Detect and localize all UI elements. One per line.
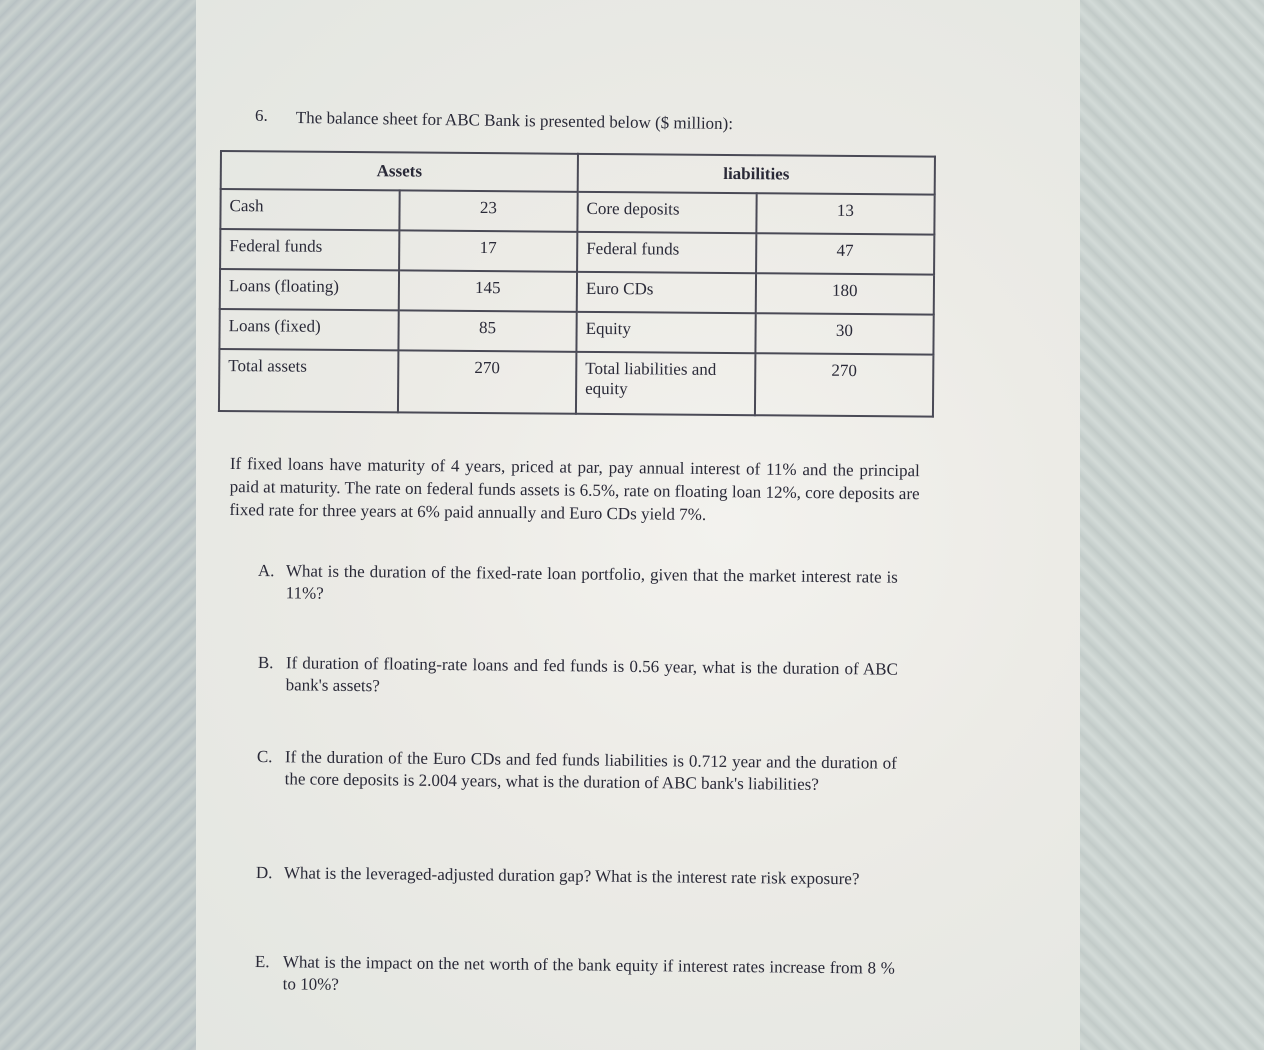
sub-question-text: What is the duration of the fixed-rate loan portfolio, given that the market interest rate is 11%? xyxy=(285,561,898,603)
sub-question-letter: D. xyxy=(255,862,273,883)
liability-label: Core deposits xyxy=(577,192,756,233)
liability-label: Federal funds xyxy=(577,232,756,273)
table-row xyxy=(219,309,933,355)
table-header-row xyxy=(221,151,935,195)
total-assets-label: Total assets xyxy=(219,349,398,412)
sub-question-text: What is the impact on the net worth of the bank equity if interest rates increase from 8 % to 10%? xyxy=(282,952,895,994)
question-title: The balance sheet for ABC Bank is presented below ($ million): xyxy=(295,108,734,134)
liability-value: 30 xyxy=(755,313,934,354)
asset-label: Federal funds xyxy=(220,229,399,270)
sub-question-text: If the duration of the Euro CDs and fed funds liabilities is 0.712 year and the duration of the core deposits is 2.004 years, what is the duration of ABC bank's liabilities? xyxy=(284,747,897,794)
balance-sheet-table xyxy=(218,150,936,418)
desk-background-left xyxy=(0,0,196,1050)
sub-question-b xyxy=(258,652,898,703)
sub-question-letter: E. xyxy=(254,951,270,972)
sub-question-letter: C. xyxy=(256,746,273,767)
sub-question-c xyxy=(257,746,897,797)
assets-header: Assets xyxy=(221,151,578,192)
asset-value: 85 xyxy=(398,310,577,351)
liability-label: Equity xyxy=(576,312,755,353)
asset-label: Cash xyxy=(220,189,399,230)
sub-question-text: What is the leveraged-adjusted duration gap? What is the interest rate risk exposure? xyxy=(283,863,860,889)
liability-value: 47 xyxy=(756,233,935,274)
total-liabilities-label: Total liabilities and equity xyxy=(576,352,755,415)
liability-label: Euro CDs xyxy=(577,272,756,313)
liabilities-header: liabilities xyxy=(578,154,935,195)
table-row-total xyxy=(219,349,933,417)
table-row xyxy=(220,269,934,315)
table-row xyxy=(220,229,934,275)
asset-label: Loans (floating) xyxy=(220,269,399,310)
asset-value: 17 xyxy=(399,230,578,271)
sub-question-e xyxy=(255,951,895,1002)
question-number: 6. xyxy=(255,106,268,125)
asset-value: 145 xyxy=(398,270,577,311)
total-assets-value: 270 xyxy=(398,350,577,413)
liability-value: 180 xyxy=(755,273,934,314)
total-liabilities-value: 270 xyxy=(755,353,934,416)
sub-question-text: If duration of floating-rate loans and fed funds is 0.56 year, what is the duration of ABC bank's assets? xyxy=(285,653,898,696)
desk-background-right xyxy=(1080,0,1264,1050)
sub-question-letter: B. xyxy=(257,652,274,673)
sub-question-a xyxy=(258,560,898,611)
sub-question-letter: A. xyxy=(257,560,275,581)
intro-paragraph: If fixed loans have maturity of 4 years, priced at par, pay annual interest of 11% and the principal paid at maturity. The rate on federal funds assets is 6.5%, rate on floating loan 12%, core deposits are fixed rate for three years at 6% paid annually and Euro CDs yield 7%. xyxy=(229,453,920,524)
asset-value: 23 xyxy=(399,190,578,231)
liability-value: 13 xyxy=(756,193,935,234)
table-row xyxy=(220,189,934,235)
asset-label: Loans (fixed) xyxy=(219,309,398,350)
